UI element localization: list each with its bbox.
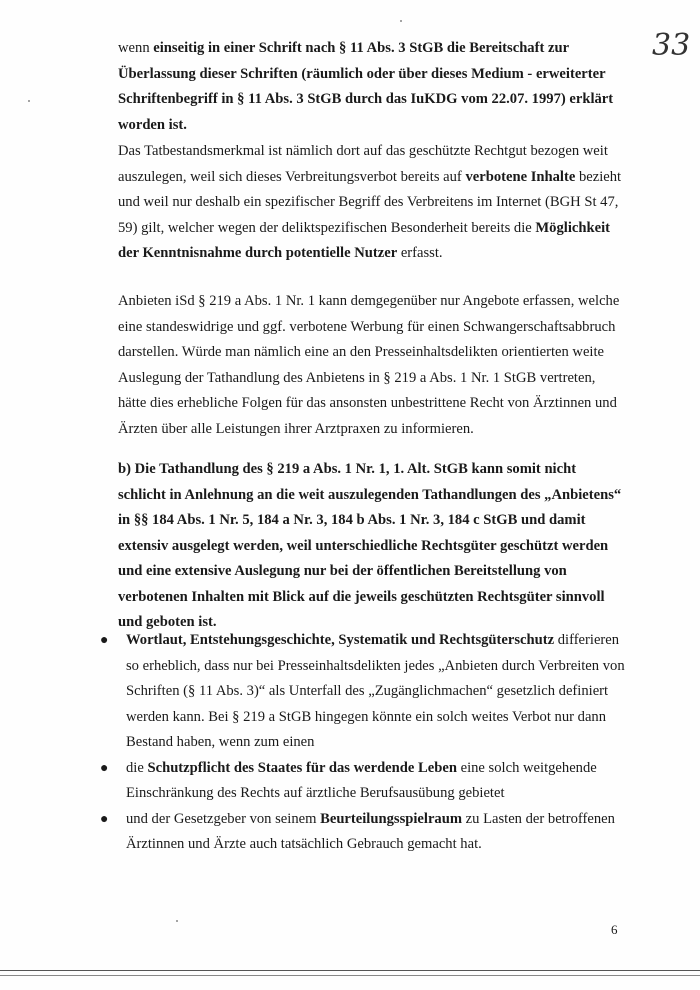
bullet-2-text: eine solch weitgehende Einschränkung des Rechts auf ärztliche Berufsausübung gebietet xyxy=(126,759,597,801)
bullet-item-3 xyxy=(100,807,630,858)
bullet-1-text: differieren so erheblich, dass nur bei Presseinhaltsdelikten jedes „Anbieten durch Verbreiten von Schriften (§ 11 Abs. 3)“ als Unterfall des „Zugänglichmachen“ gesetzlich definiert werden kann. Bei § 219 a StGB hingegen könnte ein solch weites Verbot nur dann Bestand haben, wenn zum einen xyxy=(126,632,625,750)
bullet-1-bold: Wortlaut, Entstehungsgeschichte, Systematik und Rechtsgüterschutz xyxy=(126,632,555,648)
scan-edge-line xyxy=(0,970,700,971)
paragraph-2-text-1: Das Tatbestandsmerkmal ist nämlich dort auf das geschützte Rechtgut bezogen weit auszulegen, weil sich dieses Verbreitungsverbot bereits auf xyxy=(118,143,608,185)
paragraph-3-text: Anbieten iSd § 219 a Abs. 1 Nr. 1 kann demgegenüber nur Angebote erfassen, welche eine standeswidrige und ggf. verbotene Werbung für einen Schwangerschaftsabbruch darstellen. Würde man nämlich eine an den Presseinhaltsdelikten orientierten weite Auslegung der Tathandlung des Anbietens in § 219 a Abs. 1 Nr. 1 StGB vertreten, hätte dies erhebliche Folgen für das ansonsten unbestrittene Recht von Ärztinnen und Ärzten über alle Leistungen ihrer Arztpraxen zu informieren. xyxy=(118,293,620,437)
bullet-3-lead: und der Gesetzgeber von seinem xyxy=(126,810,321,827)
paragraph-2-bold-1: verbotene Inhalte xyxy=(465,168,576,185)
bullet-3-bold: Beurteilungsspielraum xyxy=(320,810,462,827)
bullet-icon: ● xyxy=(100,633,109,648)
bullet-item-1 xyxy=(100,628,630,756)
bullet-2-lead: die xyxy=(126,759,148,776)
paragraph-4-subsection-b xyxy=(118,457,623,636)
paragraph-2-bold-2: Möglichkeit der Kenntnisnahme durch potentielle Nutzer xyxy=(118,219,610,261)
scan-speck xyxy=(28,100,30,102)
scan-edge-line xyxy=(0,975,700,976)
paragraph-1-lead: wenn xyxy=(118,40,154,56)
bullet-icon: ● xyxy=(100,760,109,776)
bullet-2-bold: Schutzpflicht des Staates für das werdende Leben xyxy=(147,759,457,776)
bullet-list xyxy=(100,628,630,858)
bullet-icon: ● xyxy=(100,811,109,827)
paragraph-4-text: b) Die Tathandlung des § 219 a Abs. 1 Nr. 1, 1. Alt. StGB kann somit nicht schlicht in Anlehnung an die weit auszulegenden Tathandlungen des „Anbietens“ in §§ 184 Abs. 1 Nr. 5, 184 a Nr. 3, 184 b Abs. 1 Nr. 3, 184 c StGB und damit extensiv ausgelegt werden, weil unterschiedliche Rechtsgüter geschützt werden und eine extensive Auslegung nur bei der öffentlichen Bereitstellung von verbotenen Inhalten mit Blick auf die jeweils geschützten Rechtsgüter sinnvoll und geboten ist. xyxy=(118,461,622,630)
page-number: 6 xyxy=(611,922,618,937)
handwritten-page-mark: 33 xyxy=(652,28,691,63)
paragraph-2-text-2: bezieht und weil nur deshalb ein spezifischer Begriff des Verbreitens im Internet (BGH St 47, 59) gilt, welcher wegen der deliktspezifischen Besonderheit bereits die xyxy=(118,168,622,236)
scan-speck xyxy=(176,920,178,922)
bullet-3-text: zu Lasten der betroffenen Ärztinnen und Ärzte auch tatsächlich Gebrauch gemacht hat. xyxy=(126,810,615,852)
scan-speck xyxy=(400,20,402,22)
paragraph-3 xyxy=(118,289,623,442)
paragraph-2-text-3: erfasst. xyxy=(397,245,443,261)
bullet-item-2 xyxy=(100,756,630,807)
paragraph-2 xyxy=(118,139,623,267)
paragraph-1 xyxy=(118,36,623,138)
paragraph-1-bold: einseitig in einer Schrift nach § 11 Abs. 3 StGB die Bereitschaft zur Überlassung dieser Schriften (räumlich oder über dieses Medium - erweiterter Schriftenbegriff in § 11 Abs. 3 StGB durch das IuKDG vom 22.07. 1997) erklärt worden ist. xyxy=(118,40,614,133)
